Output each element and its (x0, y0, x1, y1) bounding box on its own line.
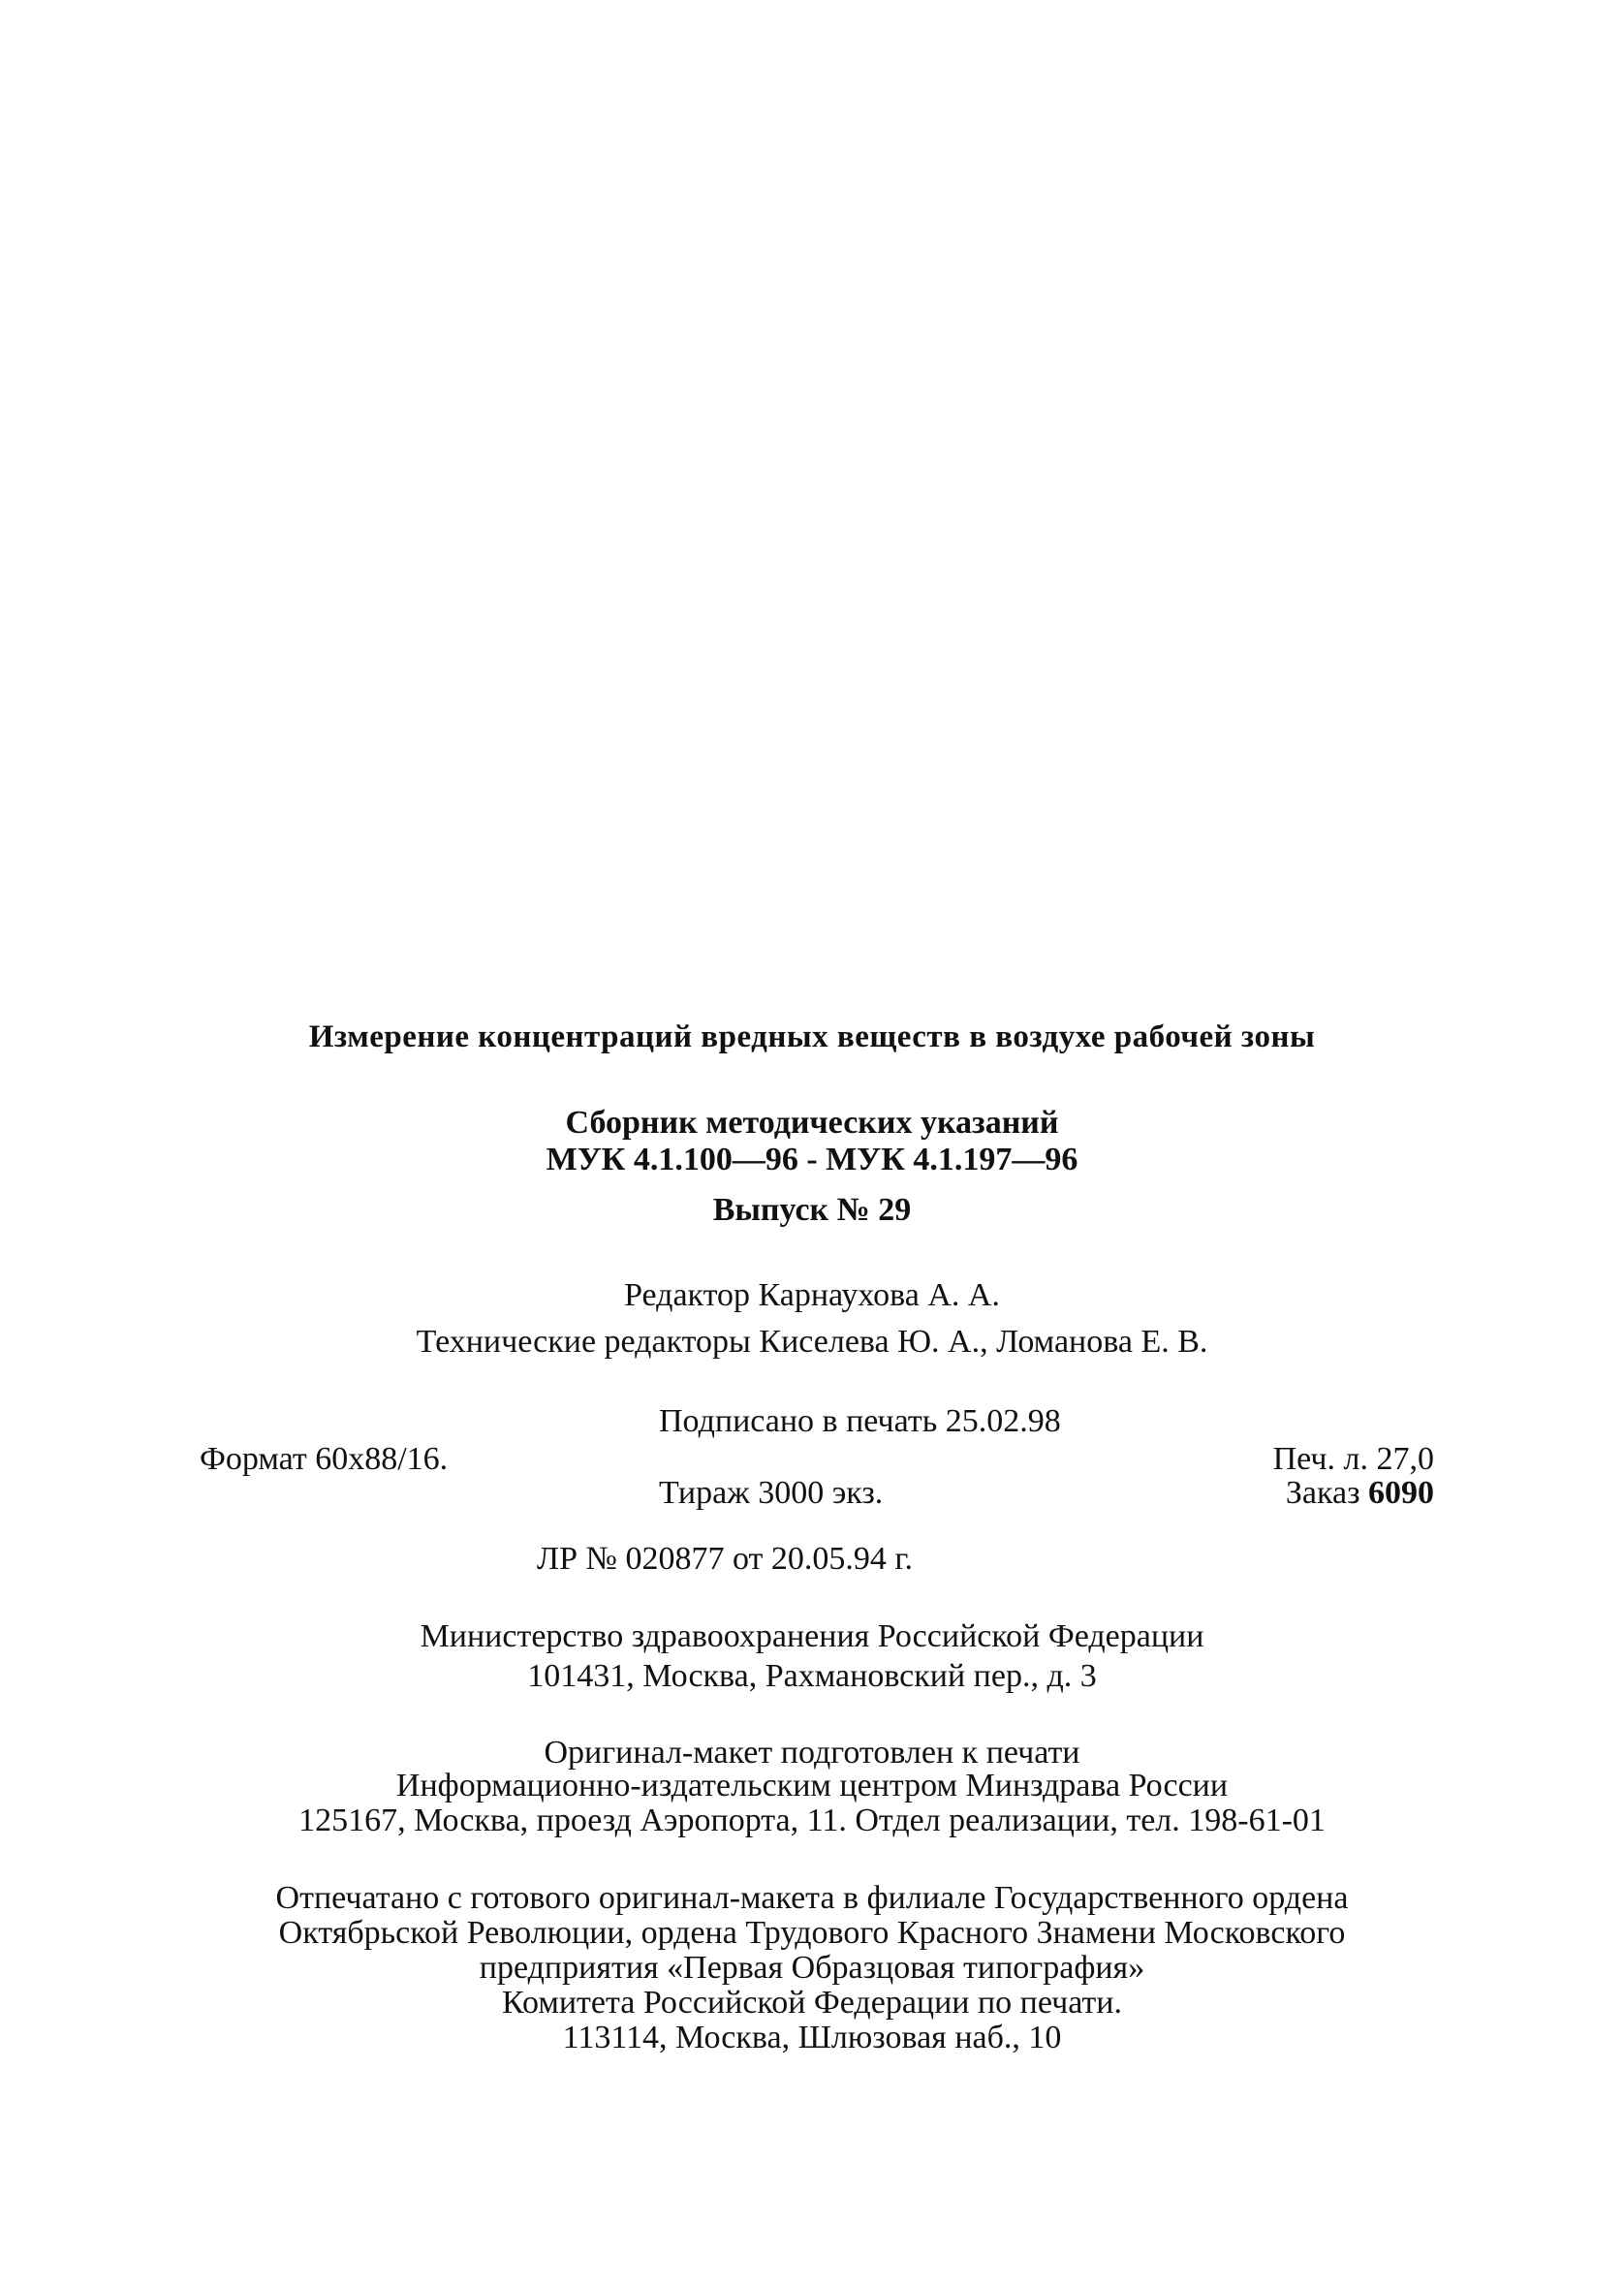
editor: Редактор Карнаухова А. А. (624, 1277, 1000, 1313)
printer-line-5: 113114, Москва, Шлюзовая наб., 10 (562, 2020, 1062, 2055)
printer-line-2: Октябрьской Революции, ордена Трудового Красного Знамени Московского (278, 1915, 1346, 1951)
publisher-address: 101431, Москва, Рахмановский пер., д. 3 (527, 1658, 1097, 1694)
circulation: Тираж 3000 экз. (659, 1475, 884, 1511)
order-number: 6090 (1368, 1475, 1434, 1511)
collection-name: Сборник методических указаний (565, 1105, 1059, 1141)
collection-codes: МУК 4.1.100—96 - МУК 4.1.197—96 (546, 1142, 1078, 1177)
printer-line-4: Комитета Российской Федерации по печати. (502, 1985, 1122, 2021)
printed-sheets: Печ. л. 27,0 (1272, 1441, 1434, 1477)
prepress-line-2: Информационно-издательским центром Минздрава России (395, 1768, 1229, 1803)
license-number: ЛР № 020877 от 20.05.94 г. (537, 1541, 913, 1577)
printer-line-1: Отпечатано с готового оригинал-макета в филиале Государственного ордена (275, 1880, 1349, 1916)
book-title: Измерение концентраций вредных веществ в воздухе рабочей зоны (308, 1019, 1316, 1054)
prepress-line-3: 125167, Москва, проезд Аэропорта, 11. Отдел реализации, тел. 198-61-01 (298, 1803, 1326, 1838)
printer-line-3: предприятия «Первая Образцовая типография» (479, 1950, 1145, 1986)
technical-editors: Технические редакторы Киселева Ю. А., Ломанова Е. В. (416, 1324, 1208, 1360)
signed-for-print: Подписано в печать 25.02.98 (659, 1403, 1061, 1439)
order-label: Заказ (1285, 1475, 1360, 1511)
prepress-line-1: Оригинал-макет подготовлен к печати (544, 1735, 1080, 1771)
publisher-name: Министерство здравоохранения Российской Федерации (420, 1618, 1204, 1654)
issue-number: Выпуск № 29 (712, 1192, 912, 1228)
order-info (1286, 1475, 1434, 1512)
paper-format: Формат 60x88/16. (200, 1441, 449, 1477)
